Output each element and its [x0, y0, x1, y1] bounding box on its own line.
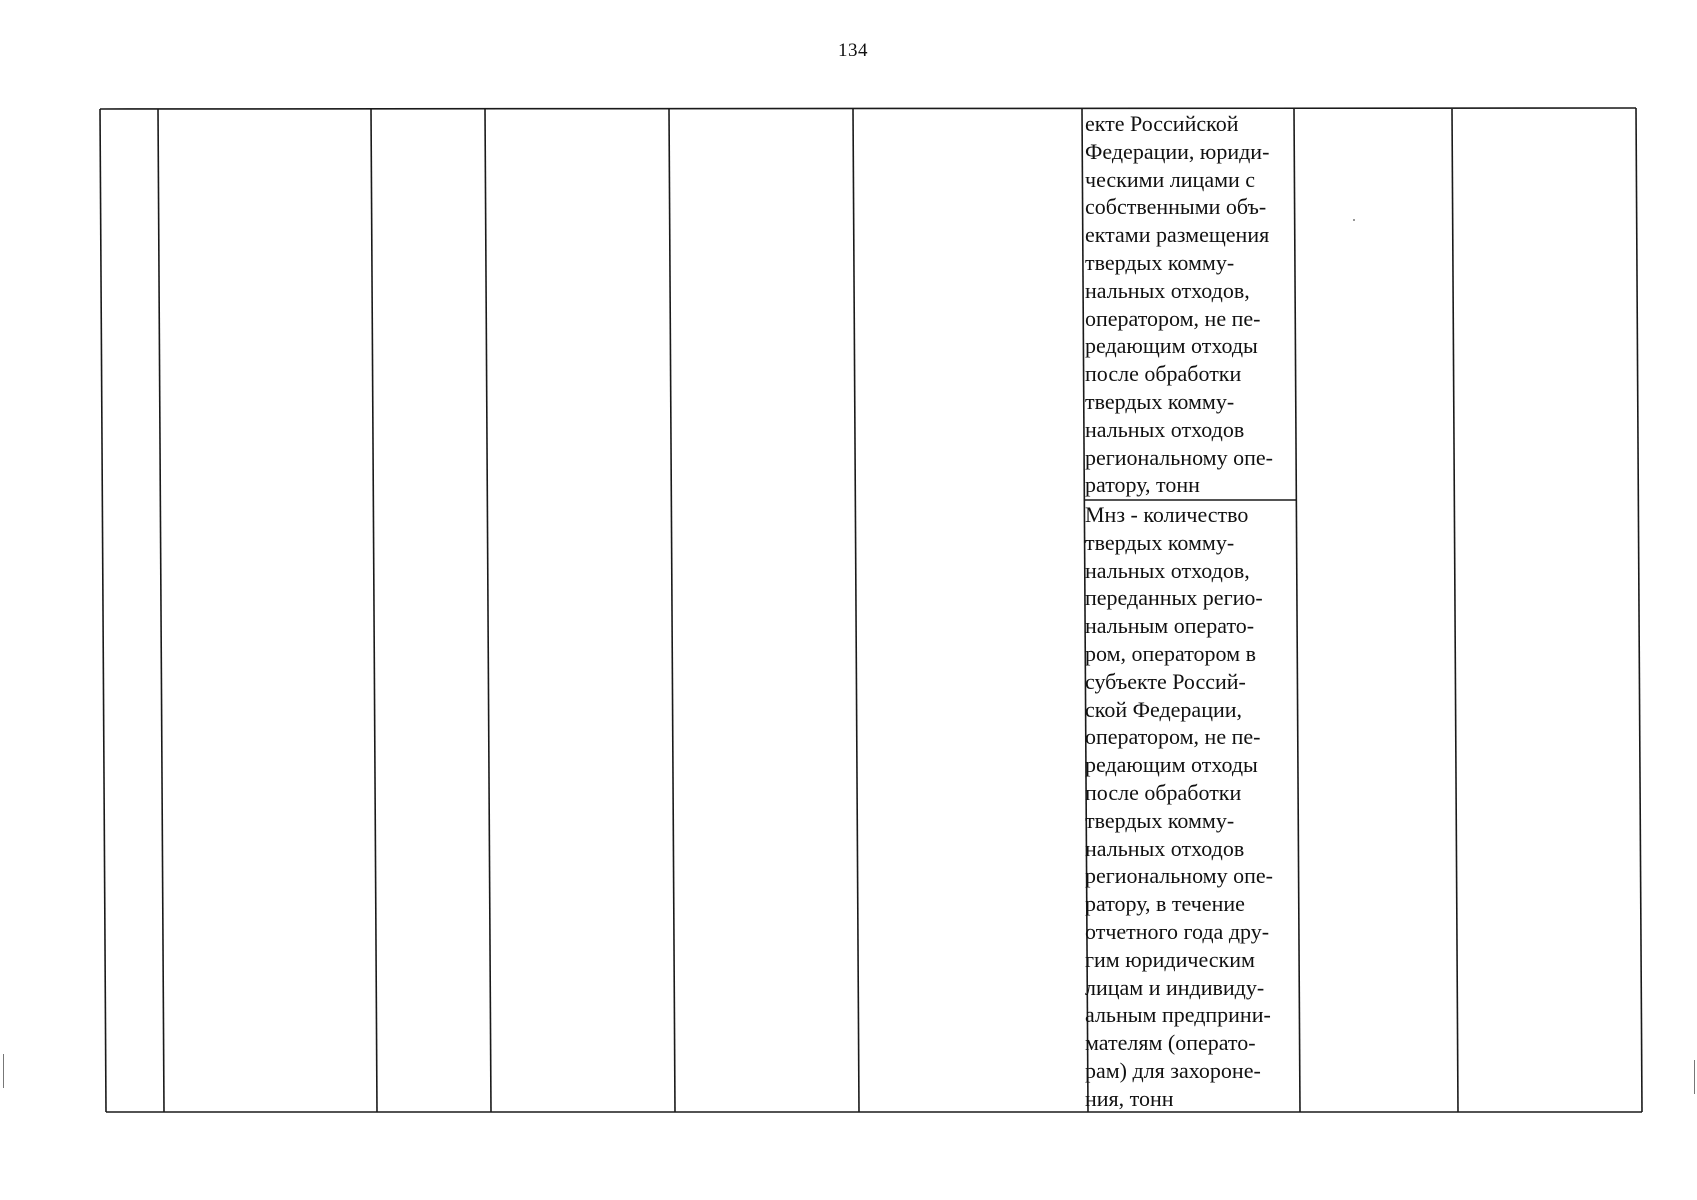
- table-cell-text: Мнз - количество твердых комму- нальных отходов, переданных регио- нальным операто- ром, оператором в субъекте Россий- ской Федерации, оператором, не пе- редающим отходы после обработки твердых комму- нальных отходов региональному опе- ратору, в течение отчетного года дру- гим юридическим лицам и индивиду- альным предприни- мателям (операто- рам) для захороне- ния, тонн: [1085, 502, 1273, 1111]
- page-number: 134: [838, 40, 868, 61]
- column-divider: [158, 109, 164, 1112]
- column-divider: [371, 109, 377, 1112]
- table-right-border: [1636, 108, 1642, 1112]
- column-divider: [1452, 109, 1458, 1112]
- column-divider: [853, 109, 859, 1112]
- table-top-border: [100, 108, 1636, 109]
- scan-artifact: [3, 1054, 6, 1088]
- column-divider: [485, 109, 491, 1112]
- table-cell-text: екте Российской Федерации, юриди- ческими лицами с собственными объ- ектами размещения твердых комму- нальных отходов, оператором, не пе- редающим отходы после обработки твердых комму- нальных отходов региональному опе- ратору, тонн: [1085, 111, 1273, 498]
- table-left-border: [100, 109, 106, 1112]
- column-divider: [669, 109, 675, 1112]
- scan-speck: [1353, 219, 1355, 221]
